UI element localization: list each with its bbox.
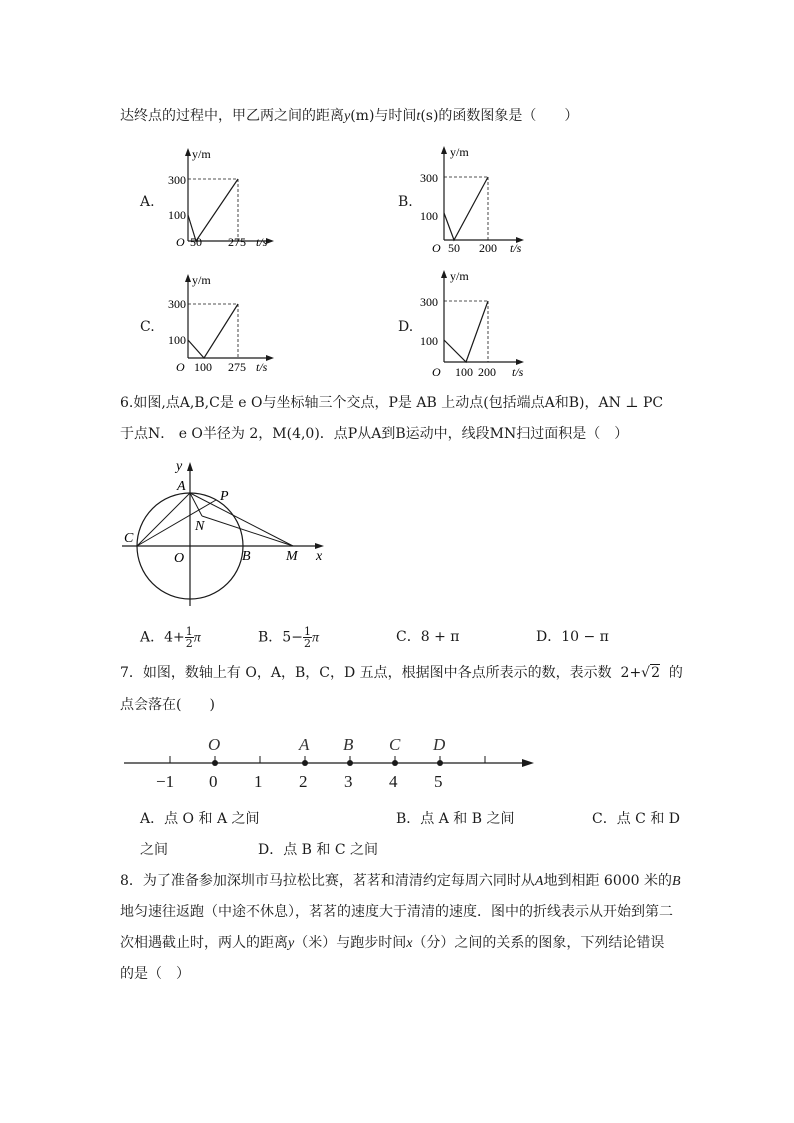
x-axis-label: t/s — [256, 360, 268, 374]
label-o: O — [174, 551, 185, 566]
x-tick-mid: 100 — [194, 360, 212, 374]
q7-option-c[interactable]: C．点 C 和 D — [592, 811, 680, 827]
x-axis-label: t/s — [510, 241, 522, 254]
y-axis-label: y/m — [192, 273, 211, 287]
q6-option-c[interactable]: C．8 + π — [396, 629, 460, 645]
origin-label: O — [176, 235, 185, 248]
y-tick-start: 100 — [168, 208, 186, 222]
x-tick-mid: 100 — [455, 365, 473, 379]
q8-stem-line3: 次相遇截止时，两人的距离y（米）与跑步时间x（分）之间的关系的图象，下列结论错误 — [120, 935, 665, 951]
q6-stem-line2: 于点N． e O半径为 2，M(4,0)．点P从A到B运动中，线段MN扫过面积是（ ） — [120, 426, 629, 442]
x-tick-mid: 50 — [448, 241, 460, 254]
label-y: y — [176, 459, 183, 474]
point-c-label: C — [389, 735, 401, 754]
y-tick-top: 300 — [420, 171, 438, 185]
y-axis-label: y/m — [450, 145, 469, 159]
q8-stem-line4: 的是（ ） — [120, 966, 190, 982]
label-p: P — [220, 489, 229, 504]
point-o-label: O — [208, 735, 221, 754]
tick-label: 1 — [254, 772, 263, 791]
tick-label: 3 — [344, 772, 353, 791]
x-axis-label: t/s — [512, 365, 524, 379]
y-axis-label: y/m — [192, 147, 211, 161]
label-b: B — [242, 549, 251, 564]
tick-label: 2 — [299, 772, 308, 791]
label-a: A — [177, 479, 186, 494]
label-c: C — [124, 531, 134, 546]
tick-label: −1 — [156, 772, 175, 791]
label-x: x — [316, 549, 323, 564]
point-a-label: A — [299, 735, 310, 754]
tick-label: 0 — [209, 772, 218, 791]
y-tick-start: 100 — [168, 333, 186, 347]
y-tick-start: 100 — [420, 209, 438, 223]
q7-number-line — [118, 730, 538, 796]
q5-graph-c — [168, 270, 280, 376]
q6-option-b[interactable]: B．5− $\frac{1}{2}$ π — [258, 625, 319, 650]
x-tick-end: 275 — [228, 235, 246, 248]
x-tick-end: 200 — [478, 365, 496, 379]
x-axis-label: t/s — [256, 235, 268, 248]
point-b-label: B — [343, 735, 354, 754]
y-tick-top: 300 — [168, 173, 186, 187]
q5-graph-b — [418, 142, 530, 254]
q5-option-a-label[interactable]: A. — [140, 194, 155, 210]
origin-label: O — [176, 360, 185, 374]
q6-option-d[interactable]: D．10 − π — [536, 629, 609, 645]
tick-label: 5 — [434, 772, 443, 791]
tick-label: 4 — [389, 772, 398, 791]
q8-stem-line2: 地匀速往返跑（中途不休息），茗茗的速度大于清清的速度．图中的折线表示从开始到第二 — [120, 904, 673, 920]
q8-stem-line1: 8．为了准备参加深圳市马拉松比赛，茗茗和清清约定每周六同时从A地到相距 6000 米的B — [120, 873, 681, 889]
y-tick-top: 300 — [168, 297, 186, 311]
q5-option-d-label[interactable]: D. — [398, 319, 414, 335]
x-tick-end: 200 — [479, 241, 497, 254]
x-tick-end: 275 — [228, 360, 246, 374]
q7-stem-line2: 点会落在( ) — [120, 697, 215, 713]
q6-option-a[interactable]: A．4+ $\frac{1}{2}$ π — [140, 625, 201, 650]
y-tick-top: 300 — [420, 295, 438, 309]
q7-option-a[interactable]: A．点 O 和 A 之间 — [140, 811, 260, 827]
q5-stem: 达终点的过程中，甲乙两之间的距离y(m)与时间t(s)的函数图象是（ ） — [120, 108, 579, 124]
origin-label: O — [432, 365, 441, 379]
q5-graph-a — [168, 144, 278, 248]
y-axis-label: y/m — [450, 269, 469, 283]
origin-label: O — [432, 241, 441, 254]
q5-option-c-label[interactable]: C. — [140, 319, 155, 335]
q7-option-c-continued[interactable]: 之间 — [140, 842, 168, 858]
q5-option-b-label[interactable]: B. — [398, 194, 413, 210]
q6-figure — [118, 456, 338, 612]
q7-stem-line1: 7．如图，数轴上有 O，A，B，C，D 五点，根据图中各点所表示的数，表示数 2+√2 的 — [120, 665, 683, 681]
label-m: M — [286, 549, 298, 564]
x-tick-mid: 50 — [190, 235, 202, 248]
q5-graph-d — [418, 266, 530, 380]
point-d-label: D — [433, 735, 446, 754]
y-tick-start: 100 — [420, 334, 438, 348]
q7-option-b[interactable]: B．点 A 和 B 之间 — [396, 811, 515, 827]
label-n: N — [195, 519, 205, 534]
q6-stem-line1: 6.如图,点A,B,C是 e O与坐标轴三个交点，P是 AB 上动点(包括端点A和B)，AN ⊥ PC — [120, 395, 664, 411]
q7-option-d[interactable]: D．点 B 和 C 之间 — [258, 842, 379, 858]
